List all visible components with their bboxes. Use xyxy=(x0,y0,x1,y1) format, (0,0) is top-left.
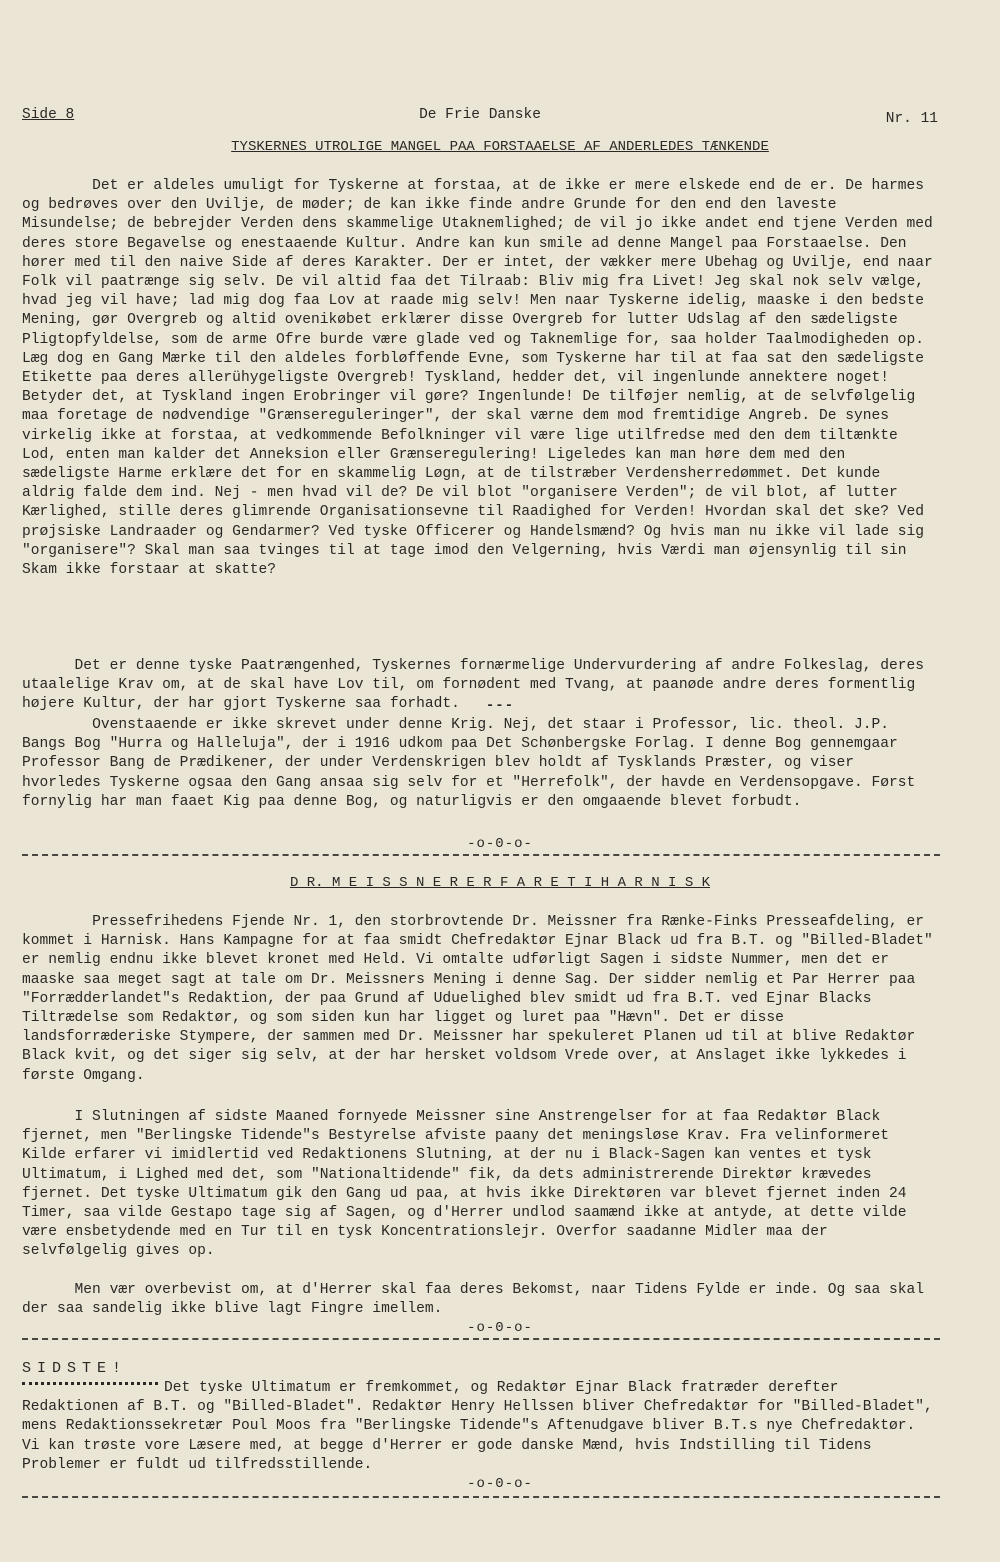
article2-end-mark: -o-0-o- xyxy=(467,1320,533,1336)
article2-paragraph-2: I Slutningen af sidste Maaned fornyede Meissner sine Anstrengelser for at faa Redaktør Black fjernet, men "Berlingske Tidende"s Bestyrelse afviste paany det meningsløse Krav. Fra velinformeret Kilde erfarer vi imidlertid ved Redaktionens Slutning, at der nu i Black-Sagen kan ventes et tysk Ultimatum, i Lighed med det, som "Nationaltidende" fik, da dets administrerende Direktør krævedes fjernet. Det tyske Ultimatum gik den Gang ud paa, at hvis ikke Direktøren var blevet fjernet inden 24 Timer, saa vilde Gestapo tage sig af Sagen, og d'Herrer undlod saamænd ikke at antyde, at dette vilde være ensbetydende med en Tur til en tysk Koncentrationslejr. Overfor saadanne Midler maa der selvfølgelig gives op. xyxy=(22,1109,916,1260)
article2-paragraph-1: Pressefrihedens Fjende Nr. 1, den storbrovtende Dr. Meissner fra Rænke-Finks Presseafdeling, er kommet i Harnisk. Hans Kampagne for at faa smidt Chefredaktør Ejnar Black ud fra B.T. og "Billed-Bladet" er nemlig endnu ikke blevet kronet med Held. Vi omtalte udførligt Sagen i sidste Nummer, men det er maaske saa meget sagt at tale om Dr. Meissners Mening i denne Sag. Der sidder nemlig et Par Herrer paa "Forrædderlandet"s Redaktion, der paa Grund af Uduelighed blev smidt ud fra B.T. ved Ejnar Blacks Tiltrædelse som Redaktør, og som siden kun har ligget og luret paa "Hævn". Det er disse landsforræderiske Stympere, der sammen med Dr. Meissner har spekuleret Planen ud til at blive Redaktør Black kvit, og det siger sig selv, at der har hersket voldsom Vrede over, at Anslaget ikke lykkedes i første Omgang. xyxy=(22,914,942,1084)
article3-end-mark: -o-0-o- xyxy=(467,1476,533,1492)
article1-separator: --- xyxy=(485,698,515,714)
section-divider xyxy=(22,854,940,856)
article3-text: Det tyske Ultimatum er fremkommet, og Redaktør Ejnar Black fratræder derefter Redaktionen af B.T. og "Billed-Bladet". Redaktør Henry Hellssen bliver Chefredaktør for "Billed-Bladet", mens Redaktionssekretær Poul Moos fra "Berlingske Tidende"s Aftenudgave bliver B.T.s nye Chefredaktør. Vi kan trøste vore Læsere med, at begge d'Herrer er gode danske Mænd, hvis Indstilling til Tidens Problemer er fuldt ud tilfredsstillende. xyxy=(22,1380,942,1473)
article1-note: Ovenstaaende er ikke skrevet under denne Krig. Nej, det staar i Professor, lic. theol. J.P. Bangs Bog "Hurra og Halleluja", der i 1916 udkom paa Det Schønbergske Forlag. I denne Bog gennemgaar Professor Bang de Prædikener, der under Verdenskrigen blev holdt af Tysklands Præster, og viser hvorledes Tyskerne ogsaa den Gang ansaa sig selv for et "Herrefolk", der havde en Verdensopgave. Først fornylig har man faaet Kig paa denne Bog, og naturligvis er den omgaaende blevet forbudt. xyxy=(22,717,925,810)
section-divider xyxy=(22,1496,940,1498)
article2-paragraph-3: Men vær overbevist om, at d'Herrer skal faa deres Bekomst, naar Tidens Fylde er inde. Og saa skal der saa sandelig ikke blive lagt Fingre imellem. xyxy=(22,1282,933,1318)
article1-title: TYSKERNES UTROLIGE MANGEL PAA FORSTAAELSE AF ANDERLEDES TÆNKENDE xyxy=(231,139,769,155)
section-divider xyxy=(22,1338,940,1340)
issue-number: Nr. 11 xyxy=(885,111,938,127)
publication-name: De Frie Danske xyxy=(419,107,541,123)
article3-title: SIDSTE! xyxy=(22,1360,128,1377)
article1-paragraph-2: Det er denne tyske Paatrængenhed, Tyskernes fornærmelige Undervurdering af andre Folkeslag, deres utaalelige Krav om, at de skal have Lov til, om fornødent med Tvang, at paanøde andre deres formentlig højere Kultur, der har gjort Tyskerne saa forhadt. xyxy=(22,658,933,713)
page-number: Side 8 xyxy=(22,107,75,123)
article2-title: D R. M E I S S N E R E R F A R E T I H A R N I S K xyxy=(289,875,711,891)
page-header xyxy=(22,107,938,129)
article1-end-mark: -o-0-o- xyxy=(467,836,533,852)
article1-paragraph-1: Det er aldeles umuligt for Tyskerne at forstaa, at de ikke er mere elskede end de er. De harmes og bedrøves over den Uvilje, de møder; de kan ikke finde andre Grunde for den end den laveste Misundelse; de bebrejder Verden dens skammelige Utaknemlighed; de vil jo ikke andet end tjene Verden med deres store Begavelse og enestaaende Kultur. Andre kan kun smile ad denne Mangel paa Forstaaelse. Den hører med til den naive Side af deres Karakter. Der er intet, der vækker mere Ubehag og Uvilje, end naar Folk vil paatrænge sig selv. De vil altid faa det Tilraab: Bliv mig fra Livet! Jeg skal nok selv vælge, hvad jeg vil have; lad mig dog faa Lov at raade mig selv! Men naar Tyskerne idelig, maaske i den bedste Mening, gør Overgreb og altid ovenikøbet erklærer disse Overgreb for lutter Udslag af den sædeligste Pligtopfyldelse, som de arme Ofre burde være glade ved og Taknemlige for, saa holder Taalmodigheden op. Læg dog en Gang Mærke til den aldeles forbløffende Evne, som Tyskerne har til at faa sat den sædeligste Etikette paa deres allerühygeligste Overgreb! Tyskland, hedder det, vil ingenlunde annektere noget! Betyder det, at Tyskland ingen Erobringer vil gøre? Ingenlunde! De tilføjer nemlig, at de selvfølgelig maa foretage de nødvendige "Grænsereguleringer", der skal værne dem mod fremtidige Angreb. De synes virkelig ikke at forstaa, at vedkommende Befolkninger vil være lige utilfredse med den dem tiltænkte Lod, enten man kalder det Anneksion eller Grænseregulering! Ligeledes kan man høre dem med den sædeligste Harme erklære det for en skammelig Løgn, at de tilstræber Verdensherredømmet. Det kunde aldrig falde dem ind. Nej - men hvad vil de? De vil blot "organisere Verden"; de vil blot, af lutter Kærlighed, stille deres glimrende Organisationsevne til Raadighed for Verden! Hvordan skal det ske? Ved prøjsiske Landraader og Gendarmer? Ved tyske Officerer og Handelsmænd? Og hvis man nu ikke vil lade sig "organisere"? Skal man saa tvinges til at tage imod den Velgerning, hvis Værdi man øjensynlig til sin Skam ikke forstaar at skatte? xyxy=(22,178,942,579)
